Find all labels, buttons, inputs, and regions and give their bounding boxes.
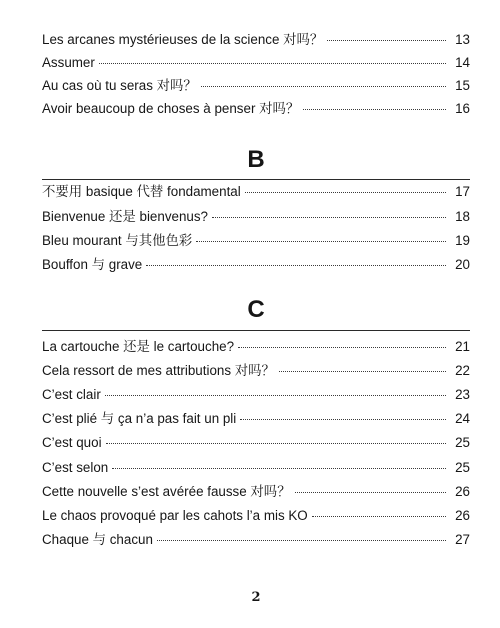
toc-entry-page: 21 [455,339,470,354]
toc-entry-page: 27 [455,532,470,547]
toc-entry [42,409,470,429]
toc-entry-title: Bouffon 与 grave [42,257,143,272]
dot-leader [240,418,446,420]
dot-leader [295,491,446,493]
dot-leader [99,62,446,64]
toc-entry [42,99,470,119]
dot-leader [245,191,446,193]
toc-entry-title: Bienvenue 还是 bienvenus? [42,209,209,224]
dot-leader [105,394,446,396]
toc-entry-title: Bleu mourant 与其他色彩 [42,233,193,248]
toc-entry-title: La cartouche 还是 le cartouche? [42,339,235,354]
toc-entry-title: Chaque 与 chacun [42,532,153,547]
toc-entry-page: 24 [455,411,470,426]
toc-entry [42,458,470,478]
dot-leader [238,346,446,348]
toc-entry-page: 16 [455,101,470,116]
toc-entry [42,76,470,96]
toc-entry-title: Les arcanes mystérieuses de la science 对吗？ [42,32,324,47]
toc-entry [42,385,470,405]
dot-leader [279,370,446,372]
dot-leader [327,39,446,41]
toc-entry-title: Avoir beaucoup de choses à penser 对吗？ [42,101,300,116]
toc-entry-page: 14 [455,55,470,70]
section-letter-b: B [247,146,265,173]
dot-leader [146,264,446,266]
toc-entry [42,255,470,275]
toc-entry [42,231,470,251]
toc-entry [42,30,470,50]
section-divider [42,330,470,331]
toc-entry-page: 19 [455,233,470,248]
toc-entry-page: 25 [455,460,470,475]
toc-entry-page: 15 [455,78,470,93]
toc-entry-page: 26 [455,484,470,499]
toc-entry [42,53,470,73]
dot-leader [303,108,446,110]
toc-entry-page: 13 [455,32,470,47]
toc-entry [42,207,470,227]
toc-entry-title: Cette nouvelle s’est avérée fausse 对吗？ [42,484,291,499]
toc-entry [42,482,470,502]
section-divider [42,179,470,180]
dot-leader [157,539,446,541]
page-number: 2 [251,590,261,605]
toc-entry-title: C’est selon [42,460,109,475]
dot-leader [106,442,446,444]
toc-entry-title: Assumer [42,55,95,70]
dot-leader [196,240,446,242]
dot-leader [212,216,446,218]
toc-entry-title: Au cas où tu seras 对吗？ [42,78,197,93]
dot-leader [312,515,446,517]
toc-entry [42,361,470,381]
dot-leader [201,85,446,87]
toc-entry-page: 23 [455,387,470,402]
toc-entry [42,530,470,550]
toc-entry-page: 20 [455,257,470,272]
toc-entry [42,182,470,202]
toc-entry-page: 22 [455,363,470,378]
dot-leader [112,467,446,469]
toc-entry-title: C’est plié 与 ça n’a pas fait un pli [42,411,237,426]
section-letter-c: C [247,296,265,323]
toc-entry-page: 25 [455,435,470,450]
toc-page [42,0,470,628]
toc-entry-page: 18 [455,209,470,224]
toc-entry-title: 不要用 basique 代替 fondamental [42,184,241,199]
toc-entry [42,337,470,357]
toc-entry [42,433,470,453]
toc-entry-title: C’est clair [42,387,101,402]
toc-entry-page: 17 [455,184,470,199]
toc-entry-title: Le chaos provoqué par les cahots l’a mis KO [42,508,308,523]
toc-entry-page: 26 [455,508,470,523]
toc-entry-title: Cela ressort de mes attributions 对吗？ [42,363,275,378]
toc-entry [42,506,470,526]
toc-entry-title: C’est quoi [42,435,102,450]
